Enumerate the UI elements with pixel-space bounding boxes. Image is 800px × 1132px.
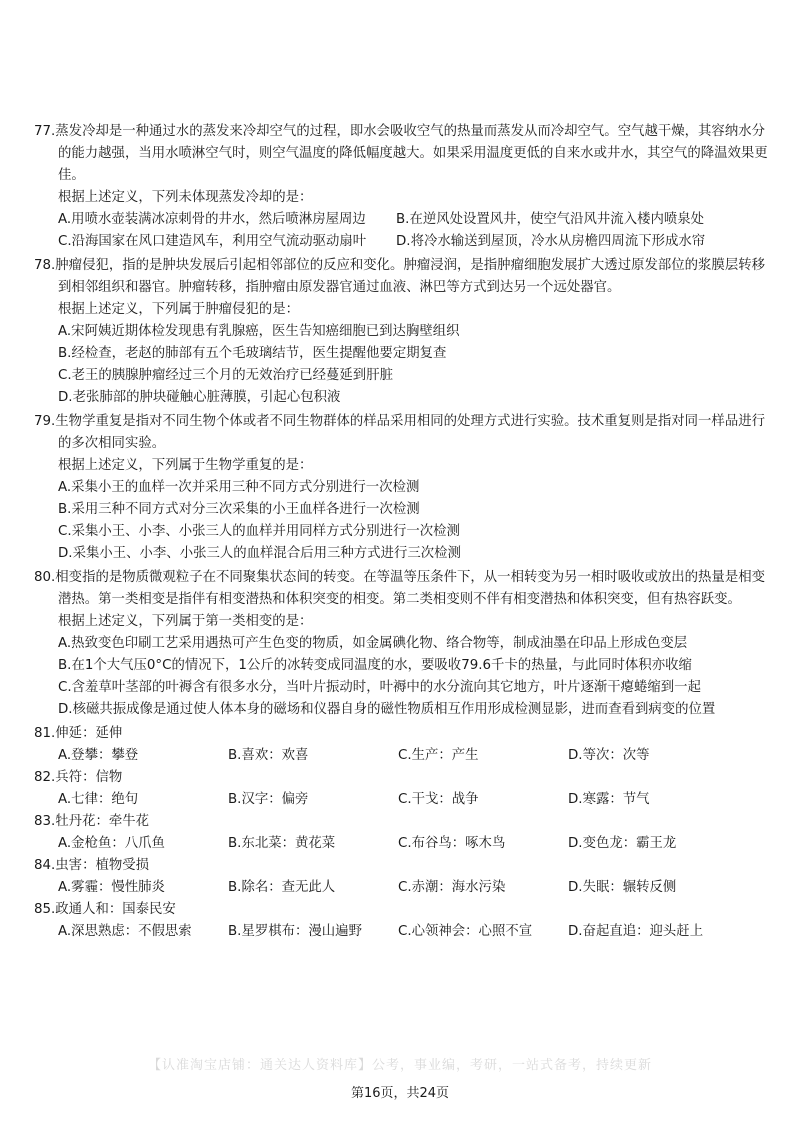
- question-77-prompt: 根据上述定义，下列未体现蒸发冷却的是：: [58, 190, 313, 205]
- question-81-options: [34, 745, 774, 767]
- question-77-option-a[interactable]: A.用喷水壶装满冰凉刺骨的井水，然后喷淋房屋周边: [58, 212, 366, 227]
- question-82-stem: 82.兵符：信物: [34, 770, 123, 785]
- question-78-option-d[interactable]: D.老张肺部的肿块碰触心脏薄膜，引起心包积液: [58, 390, 341, 405]
- question-83-option-c[interactable]: C.布谷鸟：啄木鸟: [398, 836, 506, 851]
- question-84: [34, 855, 774, 899]
- question-85-option-d[interactable]: D.奋起直追：迎头赶上: [568, 924, 704, 939]
- question-78-option-c[interactable]: C.老王的胰腺肿瘤经过三个月的无效治疗已经蔓延到肝脏: [58, 368, 393, 383]
- question-83: [34, 811, 774, 855]
- question-79-text: 79.生物学重复是指对不同生物个体或者不同生物群体的样品采用相同的处理方式进行实验。技术重复则是指对同一样品进行的多次相同实验。: [34, 414, 765, 451]
- question-79-prompt: 根据上述定义，下列属于生物学重复的是：: [58, 458, 313, 473]
- question-78-option-a[interactable]: A.宋阿姨近期体检发现患有乳腺癌，医生告知癌细胞已到达胸壁组织: [58, 324, 460, 339]
- question-84-option-b[interactable]: B.除名：查无此人: [228, 880, 336, 895]
- question-77-option-b[interactable]: B.在逆风处设置风井，使空气沿风井流入楼内喷泉处: [396, 212, 705, 227]
- question-85-options: [34, 921, 774, 943]
- question-84-option-c[interactable]: C.赤潮：海水污染: [398, 880, 506, 895]
- question-84-options: [34, 877, 774, 899]
- question-82-option-d[interactable]: D.寒露：节气: [568, 792, 650, 807]
- question-82-option-a[interactable]: A.七律：绝句: [58, 792, 139, 807]
- question-78-option-b[interactable]: B.经检查，老赵的肺部有五个毛玻璃结节，医生提醒他要定期复查: [58, 346, 447, 361]
- question-85: [34, 899, 774, 943]
- question-77-options-row2: [34, 231, 774, 253]
- question-80-option-b[interactable]: B.在1个大气压0°C的情况下，1公斤的冰转变成同温度的水，要吸收79.6千卡的热量，与此同时体积亦收缩: [58, 658, 692, 673]
- question-80-option-c[interactable]: C.含羞草叶茎部的叶褥含有很多水分，当叶片振动时，叶褥中的水分流向其它地方，叶片逐渐干瘪蜷缩到一起: [58, 680, 701, 695]
- question-79-option-a[interactable]: A.采集小王的血样一次并采用三种不同方式分别进行一次检测: [58, 480, 420, 495]
- question-83-option-b[interactable]: B.东北菜：黄花菜: [228, 836, 336, 851]
- question-80-option-a[interactable]: A.热致变色印刷工艺采用遇热可产生色变的物质，如金属碘化物、络合物等，制成油墨在印品上形成色变层: [58, 636, 688, 651]
- question-78-prompt: 根据上述定义，下列属于肿瘤侵犯的是：: [58, 302, 300, 317]
- question-79-option-b[interactable]: B.采用三种不同方式对分三次采集的小王血样各进行一次检测: [58, 502, 420, 517]
- question-81-option-a[interactable]: A.登攀：攀登: [58, 748, 139, 763]
- question-77-text: 77.蒸发冷却是一种通过水的蒸发来冷却空气的过程，即水会吸收空气的热量而蒸发从而冷却空气。空气越干燥，其容纳水分的能力越强，当用水喷淋空气时，则空气温度的降低幅度越大。如果采用温度更低的自来水或井水，其空气的降温效果更佳。: [34, 124, 768, 183]
- question-78: [34, 255, 774, 409]
- question-79-option-d[interactable]: D.采集小王、小李、小张三人的血样混合后用三种方式进行三次检测: [58, 546, 461, 561]
- question-81-option-c[interactable]: C.生产：产生: [398, 748, 479, 763]
- question-81-option-b[interactable]: B.喜欢：欢喜: [228, 748, 309, 763]
- question-82-options: [34, 789, 774, 811]
- question-77: [34, 121, 774, 253]
- question-79: [34, 411, 774, 565]
- question-77-option-d[interactable]: D.将冷水输送到屋顶，冷水从房檐四周流下形成水帘: [396, 234, 706, 249]
- question-85-option-b[interactable]: B.星罗棋布：漫山遍野: [228, 924, 362, 939]
- question-82: [34, 767, 774, 811]
- question-84-option-a[interactable]: A.雾霾：慢性肺炎: [58, 880, 165, 895]
- question-83-option-d[interactable]: D.变色龙：霸王龙: [568, 836, 677, 851]
- page-number: 第16页，共24页: [350, 1086, 450, 1101]
- question-83-option-a[interactable]: A.金枪鱼：八爪鱼: [58, 836, 165, 851]
- question-84-stem: 84.虫害：植物受损: [34, 858, 150, 873]
- question-80: [34, 567, 774, 721]
- question-80-option-d[interactable]: D.核磁共振成像是通过使人体本身的磁场和仪器自身的磁性物质相互作用形成检测显影，进而查看到病变的位置: [58, 702, 716, 717]
- question-content: [34, 121, 774, 943]
- question-80-text: 80.相变指的是物质微观粒子在不同聚集状态间的转变。在等温等压条件下，从一相转变为另一相时吸收或放出的热量是相变潜热。第一类相变是指伴有相变潜热和体积突变的相变。第二类相变则不伴有相变潜热和体积突变，但有热容跃变。: [34, 570, 765, 607]
- question-81-stem: 81.伸延：延伸: [34, 726, 123, 741]
- question-82-option-c[interactable]: C.干戈：战争: [398, 792, 479, 807]
- question-81: [34, 723, 774, 767]
- question-83-stem: 83.牡丹花：牵牛花: [34, 814, 150, 829]
- question-84-option-d[interactable]: D.失眠：辗转反侧: [568, 880, 677, 895]
- question-85-stem: 85.政通人和：国泰民安: [34, 902, 176, 917]
- question-83-options: [34, 833, 774, 855]
- watermark-text: 【认准淘宝店铺：通关达人资料库】公考，事业编，考研，一站式备考，持续更新: [147, 1058, 652, 1073]
- question-79-option-c[interactable]: C.采集小王、小李、小张三人的血样并用同样方式分别进行一次检测: [58, 524, 460, 539]
- question-82-option-b[interactable]: B.汉字：偏旁: [228, 792, 309, 807]
- question-81-option-d[interactable]: D.等次：次等: [568, 748, 650, 763]
- question-80-prompt: 根据上述定义，下列属于第一类相变的是：: [58, 614, 313, 629]
- question-85-option-c[interactable]: C.心领神会：心照不宣: [398, 924, 533, 939]
- question-78-text: 78.肿瘤侵犯，指的是肿块发展后引起相邻部位的反应和变化。肿瘤浸润，是指肿瘤细胞发展扩大透过原发部位的浆膜层转移到相邻组织和器官。肿瘤转移，指肿瘤由原发器官通过血液、淋巴等方式到达另一个远处器官。: [34, 258, 765, 295]
- question-77-option-c[interactable]: C.沿海国家在风口建造风车，利用空气流动驱动扇叶: [58, 234, 367, 249]
- question-85-option-a[interactable]: A.深思熟虑：不假思索: [58, 924, 192, 939]
- question-77-options-row1: [34, 209, 774, 231]
